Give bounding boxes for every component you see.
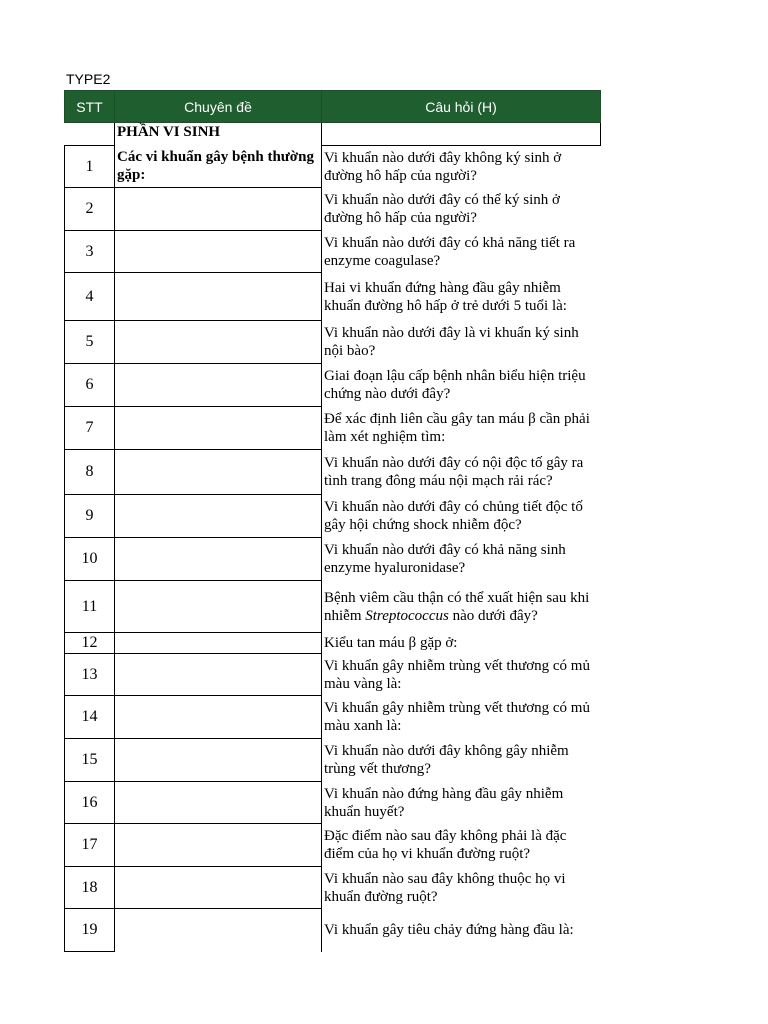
section-title[interactable]: PHẦN VI SINH — [115, 123, 322, 146]
table-row — [65, 321, 601, 364]
question-cell[interactable]: Vi khuẩn nào dưới đây có chủng tiết độc tố gây hội chứng shock nhiễm độc? — [324, 499, 583, 533]
table-row — [65, 824, 601, 867]
table-row — [65, 188, 601, 231]
table-row — [65, 782, 601, 824]
row-number[interactable]: 6 — [65, 364, 115, 407]
topic-cell[interactable] — [115, 867, 322, 909]
table-row — [65, 407, 601, 450]
question-cell[interactable]: Vi khuẩn nào dưới đây là vi khuẩn ký sinh nội bào? — [324, 325, 579, 359]
header-stt[interactable]: STT — [65, 91, 115, 123]
row-number[interactable]: 18 — [65, 867, 115, 909]
row-number[interactable]: 12 — [65, 633, 115, 654]
topic-cell[interactable] — [115, 407, 322, 450]
header-topic[interactable]: Chuyên đề — [115, 91, 322, 123]
question-cell[interactable]: Vi khuẩn nào đứng hàng đầu gây nhiễm khuẩn huyết? — [324, 785, 564, 820]
row-number[interactable]: 10 — [65, 538, 115, 581]
topic-cell[interactable] — [115, 739, 322, 782]
header-question[interactable]: Câu hỏi (H) — [322, 91, 601, 123]
row-number[interactable]: 5 — [65, 321, 115, 364]
topic-cell[interactable]: Các vi khuẩn gây bệnh thường gặp: — [115, 146, 322, 188]
question-text: Bệnh viêm cầu thận có thể xuất hiện sau khi nhiễm — [324, 589, 590, 624]
table-row — [65, 364, 601, 407]
question-cell[interactable]: Vi khuẩn nào dưới đây không gây nhiễm trùng vết thương? — [324, 743, 569, 777]
table-row — [65, 739, 601, 782]
question-cell[interactable]: Vi khuẩn nào dưới đây có khả năng tiết ra enzyme coagulase? — [324, 234, 576, 269]
topic-cell[interactable] — [115, 273, 322, 321]
row-number[interactable]: 17 — [65, 824, 115, 867]
row-number[interactable]: 11 — [65, 581, 115, 633]
topic-cell[interactable] — [115, 364, 322, 407]
question-cell[interactable]: Để xác định liên cầu gây tan máu β cần phải làm xét nghiệm tìm: — [324, 411, 590, 445]
table-row — [65, 696, 601, 739]
question-cell[interactable] — [322, 581, 601, 633]
table-row — [65, 450, 601, 495]
row-number[interactable]: 1 — [65, 146, 115, 188]
question-cell[interactable]: Vi khuẩn gây nhiễm trùng vết thương có mủ màu xanh là: — [324, 700, 590, 734]
topic-cell[interactable] — [115, 538, 322, 581]
row-number[interactable]: 8 — [65, 450, 115, 495]
topic-cell[interactable] — [115, 633, 322, 654]
table-row — [65, 909, 601, 952]
row-number[interactable]: 4 — [65, 273, 115, 321]
topic-cell[interactable] — [115, 909, 322, 952]
type-label: TYPE2 — [66, 71, 111, 87]
question-cell[interactable]: Vi khuẩn gây nhiễm trùng vết thương có mủ màu vàng là: — [324, 657, 590, 692]
table-row — [65, 581, 601, 633]
topic-cell[interactable] — [115, 824, 322, 867]
table-row — [65, 231, 601, 273]
table-cell[interactable] — [65, 123, 115, 146]
row-number[interactable]: 2 — [65, 188, 115, 231]
question-cell[interactable]: Vi khuẩn nào sau đây không thuộc họ vi khuẩn đường ruột? — [324, 870, 566, 905]
row-number[interactable]: 13 — [65, 654, 115, 696]
row-number[interactable]: 7 — [65, 407, 115, 450]
question-cell[interactable]: Hai vi khuẩn đứng hàng đầu gây nhiễm khuẩn đường hô hấp ở trẻ dưới 5 tuổi là: — [324, 279, 567, 314]
question-cell[interactable]: Vi khuẩn nào dưới đây có khả năng sinh enzyme hyaluronidase? — [324, 542, 566, 576]
row-number[interactable]: 9 — [65, 495, 115, 538]
row-number[interactable]: 16 — [65, 782, 115, 824]
topic-cell[interactable] — [115, 231, 322, 273]
italic-term: Streptococcus — [365, 607, 449, 624]
header-row — [65, 91, 601, 123]
section-row — [65, 123, 601, 146]
question-cell[interactable]: Vi khuẩn nào dưới đây có nội độc tố gây ra tình trang đông máu nội mạch rải rác? — [324, 455, 584, 489]
row-number[interactable]: 3 — [65, 231, 115, 273]
topic-cell[interactable] — [115, 581, 322, 633]
question-cell[interactable]: Kiểu tan máu β gặp ở: — [324, 635, 458, 651]
question-cell[interactable]: Vi khuẩn nào dưới đây không ký sinh ở đường hô hấp của người? — [324, 149, 562, 184]
table-row — [65, 146, 601, 188]
question-cell[interactable]: Giai đoạn lậu cấp bệnh nhân biểu hiện triệu chứng nào dưới đây? — [324, 368, 586, 402]
table-row — [65, 633, 601, 654]
question-cell[interactable]: Vi khuẩn nào dưới đây có thể ký sinh ở đường hô hấp của người? — [324, 192, 560, 226]
question-cell[interactable]: Vi khuẩn gây tiêu chảy đứng hàng đầu là: — [324, 922, 574, 938]
topic-cell[interactable] — [115, 696, 322, 739]
topic-cell[interactable] — [115, 450, 322, 495]
table-row — [65, 654, 601, 696]
row-number[interactable]: 19 — [65, 909, 115, 952]
question-table — [64, 90, 601, 952]
table-row — [65, 273, 601, 321]
table-row — [65, 538, 601, 581]
question-cell[interactable]: Đặc điểm nào sau đây không phải là đặc điểm của họ vi khuẩn đường ruột? — [324, 828, 567, 862]
table-cell[interactable] — [322, 123, 601, 146]
row-number[interactable]: 14 — [65, 696, 115, 739]
topic-cell[interactable] — [115, 782, 322, 824]
topic-cell[interactable] — [115, 321, 322, 364]
topic-cell[interactable] — [115, 654, 322, 696]
row-number[interactable]: 15 — [65, 739, 115, 782]
topic-cell[interactable] — [115, 188, 322, 231]
topic-cell[interactable] — [115, 495, 322, 538]
question-text: nào dưới đây? — [448, 607, 538, 624]
table-row — [65, 867, 601, 909]
table-row — [65, 495, 601, 538]
